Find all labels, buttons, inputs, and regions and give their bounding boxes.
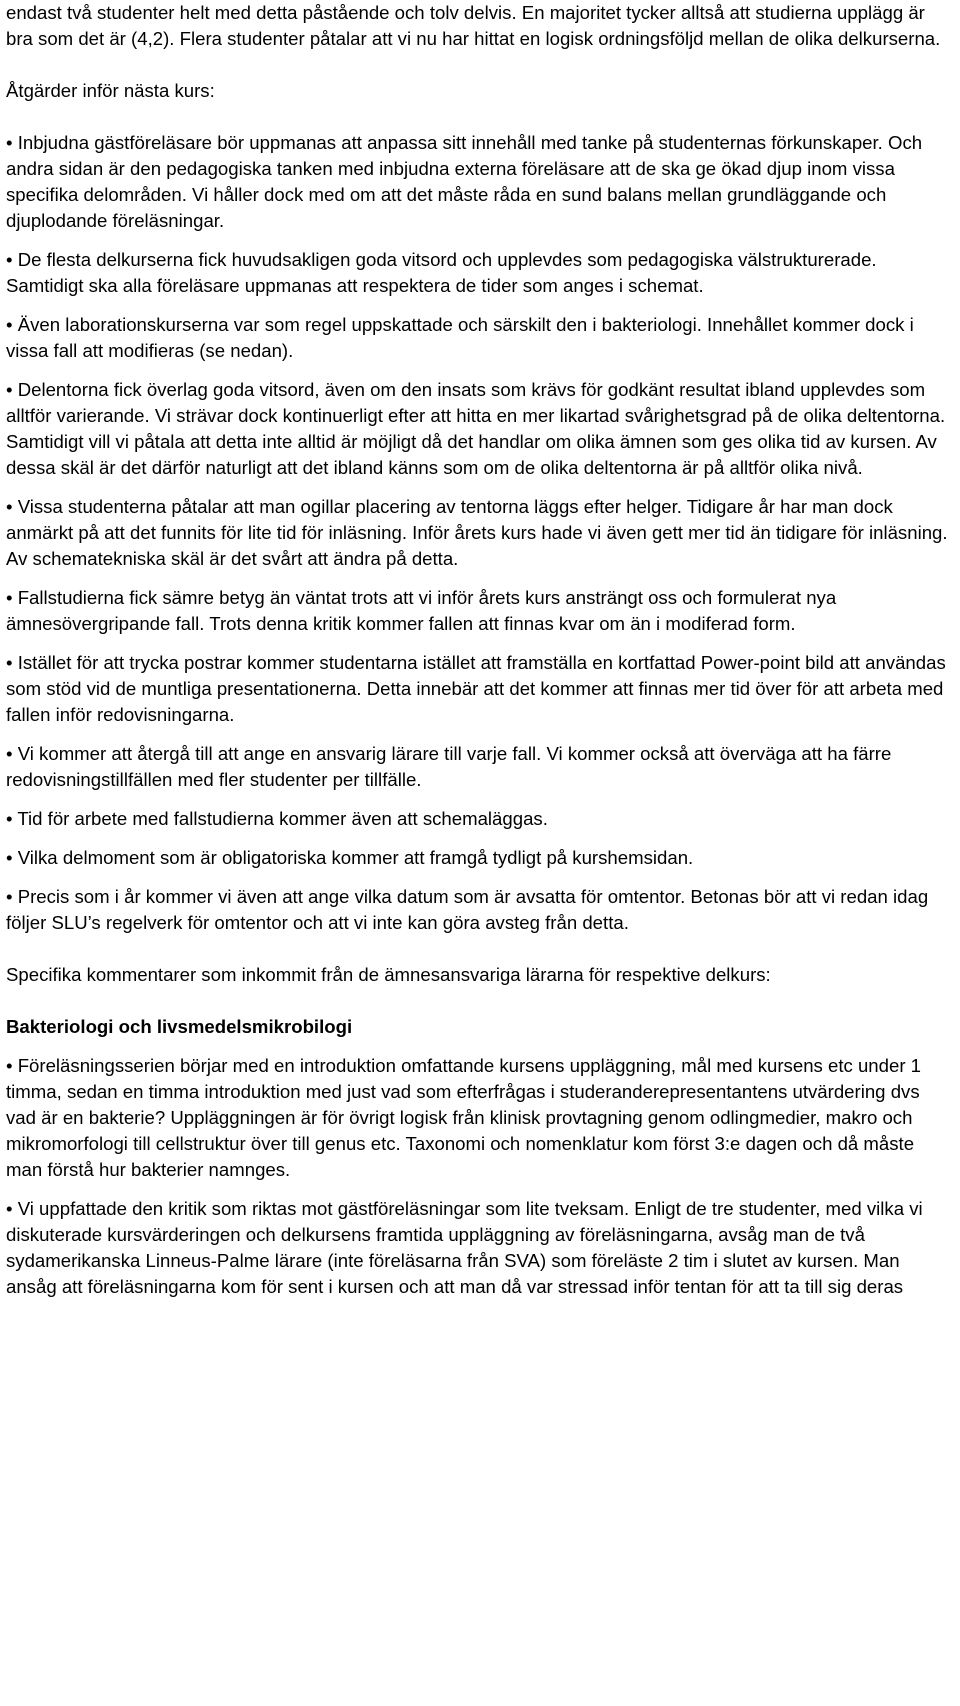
document-page [6, 0, 954, 1300]
action-item [6, 884, 954, 936]
section-item-text: Vi uppfattade den kritik som riktas mot gästföreläsningar som lite tveksam. Enligt de tre studenter, med vilka vi diskuterade kursvärderingen och delkursens framtida uppläggning av föreläsningarna, avsåg man de två sydamerikanska Linneus-Palme lärare (inte föreläsarna från SVA) som föreläste 2 tim i slutet av kursen. Man ansåg att föreläsningarna kom för sent i kursen och att man då var stressad inför tentan för att ta till sig deras [6, 1198, 923, 1297]
action-item-text: Även laborationskurserna var som regel uppskattade och särskilt den i bakteriologi. Innehållet kommer dock i vissa fall att modifieras (se nedan). [6, 314, 914, 361]
bullet-icon: • [6, 652, 13, 673]
action-item [6, 845, 954, 871]
action-item [6, 650, 954, 728]
specific-comments-intro: Specifika kommentarer som inkommit från de ämnesansvariga lärarna för respektive delkurs: [6, 964, 771, 985]
action-item [6, 585, 954, 637]
section-item-text: Föreläsningsserien börjar med en introduktion omfattande kursens uppläggning, mål med kursens etc under 1 timma, sedan en timma introduktion med just vad som efterfrågas i studeranderepresentantens utvärdering dvs vad är en bakterie? Uppläggningen är för övrigt logisk från klinisk provtagning genom odlingmedier, makro och mikromorfologi till cellstruktur över till genus etc. Taxonomi och nomenklatur kom först 3:e dagen och då måste man förstå hur bakterier namnges. [6, 1055, 922, 1180]
spacer [6, 104, 954, 130]
bullet-icon: • [6, 314, 13, 335]
bullet-icon: • [6, 1198, 13, 1219]
bullet-icon: • [6, 886, 13, 907]
spacer [6, 572, 954, 585]
spacer [6, 793, 954, 806]
action-item [6, 377, 954, 481]
bullet-icon: • [6, 1055, 13, 1076]
spacer [6, 988, 954, 1014]
bullet-icon: • [6, 379, 13, 400]
action-item-text: Fallstudierna fick sämre betyg än väntat trots att vi inför årets kurs ansträngt oss och formulerat nya ämnesövergripande fall. Trots denna kritik kommer fallen att finnas kvar om än i modiferad form. [6, 587, 837, 634]
section-heading: Bakteriologi och livsmedelsmikrobilogi [6, 1016, 353, 1037]
bullet-icon: • [6, 847, 13, 868]
spacer [6, 936, 954, 962]
action-item [6, 806, 954, 832]
action-item [6, 247, 954, 299]
spacer [6, 364, 954, 377]
spacer [6, 832, 954, 845]
action-item-text: Delentorna fick överlag goda vitsord, även om den insats som krävs för godkänt resultat ibland upplevdes som alltför varierande. Vi strävar dock kontinuerligt efter att hitta en mer likartad svårighetsgrad på de olika deltentorna. Samtidigt vill vi påtala att detta inte alltid är möjligt då det handlar om olika ämnen som ges olika tid av kursen. Av dessa skäl är det därför naturligt att det ibland känns som om de olika deltentorna är på alltför olika nivå. [6, 379, 946, 478]
section-item [6, 1196, 954, 1300]
spacer [6, 637, 954, 650]
spacer [6, 1183, 954, 1196]
bullet-icon: • [6, 587, 13, 608]
spacer [6, 299, 954, 312]
action-item-text: Tid för arbete med fallstudierna kommer även att schemaläggas. [17, 808, 548, 829]
action-item-text: De flesta delkurserna fick huvudsakligen goda vitsord och upplevdes som pedagogiska välstrukturerade. Samtidigt ska alla föreläsare uppmanas att respektera de tider som anges i schemat. [6, 249, 877, 296]
section-item [6, 1053, 954, 1183]
action-item-text: Vissa studenterna påtalar att man ogillar placering av tentorna läggs efter helger. Tidigare år har man dock anmärkt på att det funnits för lite tid för inläsning. Inför årets kurs hade vi även gett mer tid än tidigare för inläsning. Av schematekniska skäl är det svårt att ändra på detta. [6, 496, 948, 569]
spacer [6, 52, 954, 78]
bullet-icon: • [6, 808, 13, 829]
spacer [6, 481, 954, 494]
spacer [6, 871, 954, 884]
action-item [6, 494, 954, 572]
action-item-text: Vi kommer att återgå till att ange en ansvarig lärare till varje fall. Vi kommer också att överväga att ha färre redovisningstillfällen med fler studenter per tillfälle. [6, 743, 892, 790]
intro-paragraph: endast två studenter helt med detta påstående och tolv delvis. En majoritet tycker alltså att studierna upplägg är bra som det är (4,2). Flera studenter påtalar att vi nu har hittat en logisk ordningsföljd mellan de olika delkurserna. [6, 2, 941, 49]
action-item [6, 741, 954, 793]
action-item-text: Precis som i år kommer vi även att ange vilka datum som är avsatta för omtentor. Betonas bör att vi redan idag följer SLU’s regelverk för omtentor och att vi inte kan göra avsteg från detta. [6, 886, 929, 933]
bullet-icon: • [6, 249, 13, 270]
action-item [6, 130, 954, 234]
action-item-text: Inbjudna gästföreläsare bör uppmanas att anpassa sitt innehåll med tanke på studenternas förkunskaper. Och andra sidan är den pedagogiska tanken med inbjudna externa föreläsare att de ska ge ökad djup inom vissa specifika delområden. Vi håller dock med om att det måste råda en sund balans mellan grundläggande och djuplodande föreläsningar. [6, 132, 923, 231]
spacer [6, 1040, 954, 1053]
spacer [6, 728, 954, 741]
bullet-icon: • [6, 132, 13, 153]
actions-heading: Åtgärder inför nästa kurs: [6, 80, 215, 101]
action-item [6, 312, 954, 364]
bullet-icon: • [6, 743, 13, 764]
bullet-icon: • [6, 496, 13, 517]
action-item-text: Vilka delmoment som är obligatoriska kommer att framgå tydligt på kurshemsidan. [17, 847, 694, 868]
spacer [6, 234, 954, 247]
action-item-text: Istället för att trycka postrar kommer studentarna istället att framställa en kortfattad Power-point bild att användas som stöd vid de muntliga presentationerna. Detta innebär att det kommer att finnas mer tid över för att arbeta med fallen inför redovisningarna. [6, 652, 946, 725]
